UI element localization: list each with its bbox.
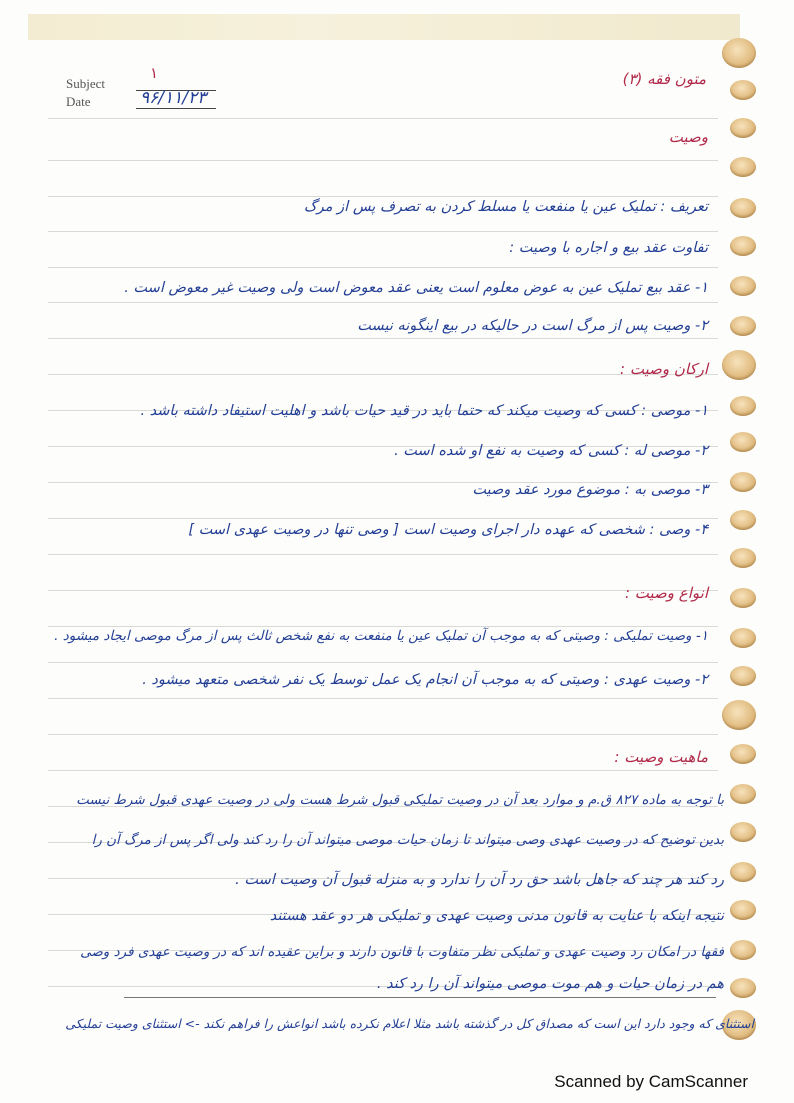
ruled-line [48, 590, 718, 591]
date-value: ۹۶/۱۱/۲۳ [140, 88, 207, 108]
spiral-ring [730, 510, 756, 530]
ruled-line [48, 160, 718, 161]
ruled-line [48, 302, 718, 303]
nature-line-3: رد کند هر چند که جاهل باشد حق رد آن را ندارد و به منزله قبول آن وصیت است . [235, 872, 724, 888]
ruled-line [48, 374, 718, 375]
spiral-ring [722, 38, 756, 68]
spiral-ring [730, 628, 756, 648]
definition-text: تعریف : تملیک عین یا منفعت یا مسلط کردن به تصرف پس از مرگ [303, 199, 708, 215]
nature-line-4: نتیجه اینکه با عنایت به قانون مدنی وصیت عهدی و تملیکی هر دو عقد هستند [269, 908, 724, 924]
scanner-watermark: Scanned by CamScanner [554, 1072, 748, 1091]
difference-item-1: ۱- عقد بیع تملیک عین به عوض معلوم است یعنی عقد معوض است ولی وصیت غیر معوض است . [124, 280, 708, 296]
spiral-ring [730, 744, 756, 764]
nature-line-5: فقها در امکان رد وصیت عهدی و تملیکی نظر متفاوت با قانون دارند و براین عقیده اند که در وصیت عهدی فرد وصی [80, 944, 724, 960]
pillar-item-2: ۲- موصی له : کسی که وصیت به نفع او شده است . [394, 443, 708, 459]
type-item-1: ۱- وصیت تملیکی : وصیتی که به موجب آن تملیک عین یا منفعت به نفع شخص ثالث پس از مرگ موصی ایجاد میشود . [54, 628, 708, 644]
date-label: Date [66, 94, 91, 109]
page-title: متون فقه (۳) [622, 70, 706, 88]
ruled-line [48, 196, 718, 197]
spiral-ring [730, 862, 756, 882]
pillar-item-3: ۳- موصی به : موضوع مورد عقد وصیت [472, 482, 708, 498]
footnote-divider [124, 997, 716, 998]
pillar-item-4: ۴- وصی : شخصی که عهده دار اجرای وصیت است [ وصی تنها در وصیت عهدی است ] [188, 522, 708, 538]
nature-line-6: هم در زمان حیات و هم موت موصی میتواند آن را رد کند . [376, 976, 724, 992]
ruled-line [48, 770, 718, 771]
ruled-line [48, 626, 718, 627]
spiral-ring [730, 198, 756, 218]
binding-strip [28, 14, 740, 40]
nature-line-1: با توجه به ماده ۸۲۷ ق.م و موارد بعد آن در وصیت تملیکی قبول شرط هست ولی در وصیت عهدی قبول شرط نیست [76, 792, 724, 808]
spiral-ring [730, 548, 756, 568]
spiral-ring [730, 978, 756, 998]
spiral-ring [722, 350, 756, 380]
spiral-ring [730, 80, 756, 100]
spiral-ring [730, 666, 756, 686]
pillar-item-1: ۱- موصی : کسی که وصیت میکند که حتما باید در قید حیات باشد و اهلیت استیفاد داشته باشد . [140, 403, 708, 419]
spiral-ring [730, 316, 756, 336]
spiral-ring [730, 236, 756, 256]
ruled-line [48, 518, 718, 519]
ruled-line [48, 698, 718, 699]
section-title-types: انواع وصیت : [624, 584, 708, 602]
spiral-ring [730, 900, 756, 920]
spiral-ring [730, 276, 756, 296]
section-title-pillars: ارکان وصیت : [620, 360, 708, 378]
ruled-line [48, 554, 718, 555]
spiral-ring [730, 822, 756, 842]
spiral-ring [730, 157, 756, 177]
spiral-ring [730, 472, 756, 492]
ruled-line [48, 338, 718, 339]
spiral-ring [722, 700, 756, 730]
difference-title: تفاوت عقد بیع و اجاره با وصیت : [509, 240, 708, 256]
ruled-line [48, 734, 718, 735]
ruled-line [48, 267, 718, 268]
ruled-line [48, 118, 718, 119]
spiral-ring [730, 784, 756, 804]
nature-line-2: بدین توضیح که در وصیت عهدی وصی میتواند تا زمان حیات موصی میتواند آن را رد کند ولی اگر پس از مرگ آن را [91, 832, 724, 848]
page-number: ۱ [150, 64, 159, 82]
date-underline [136, 108, 216, 109]
ruled-line [48, 231, 718, 232]
section-title-nature: ماهیت وصیت : [614, 748, 708, 766]
subject-label: Subject [66, 76, 105, 91]
spiral-ring [730, 118, 756, 138]
type-item-2: ۲- وصیت عهدی : وصیتی که به موجب آن انجام یک عمل توسط یک نفر شخصی متعهد میشود . [142, 672, 708, 688]
footnote-text: استثنای که وجود دارد این است که مصداق کل در گذشته باشد مثلا اعلام نکرده باشد انواعش را فراهم نکند -> استثنای وصیت تملیکی [65, 1016, 754, 1031]
ruled-line [48, 662, 718, 663]
spiral-ring [730, 940, 756, 960]
section-title-wasiyat: وصیت [668, 128, 708, 146]
spiral-ring [730, 432, 756, 452]
spiral-ring [730, 396, 756, 416]
spiral-ring [730, 588, 756, 608]
difference-item-2: ۲- وصیت پس از مرگ است در حالیکه در بیع اینگونه نیست [357, 318, 708, 334]
